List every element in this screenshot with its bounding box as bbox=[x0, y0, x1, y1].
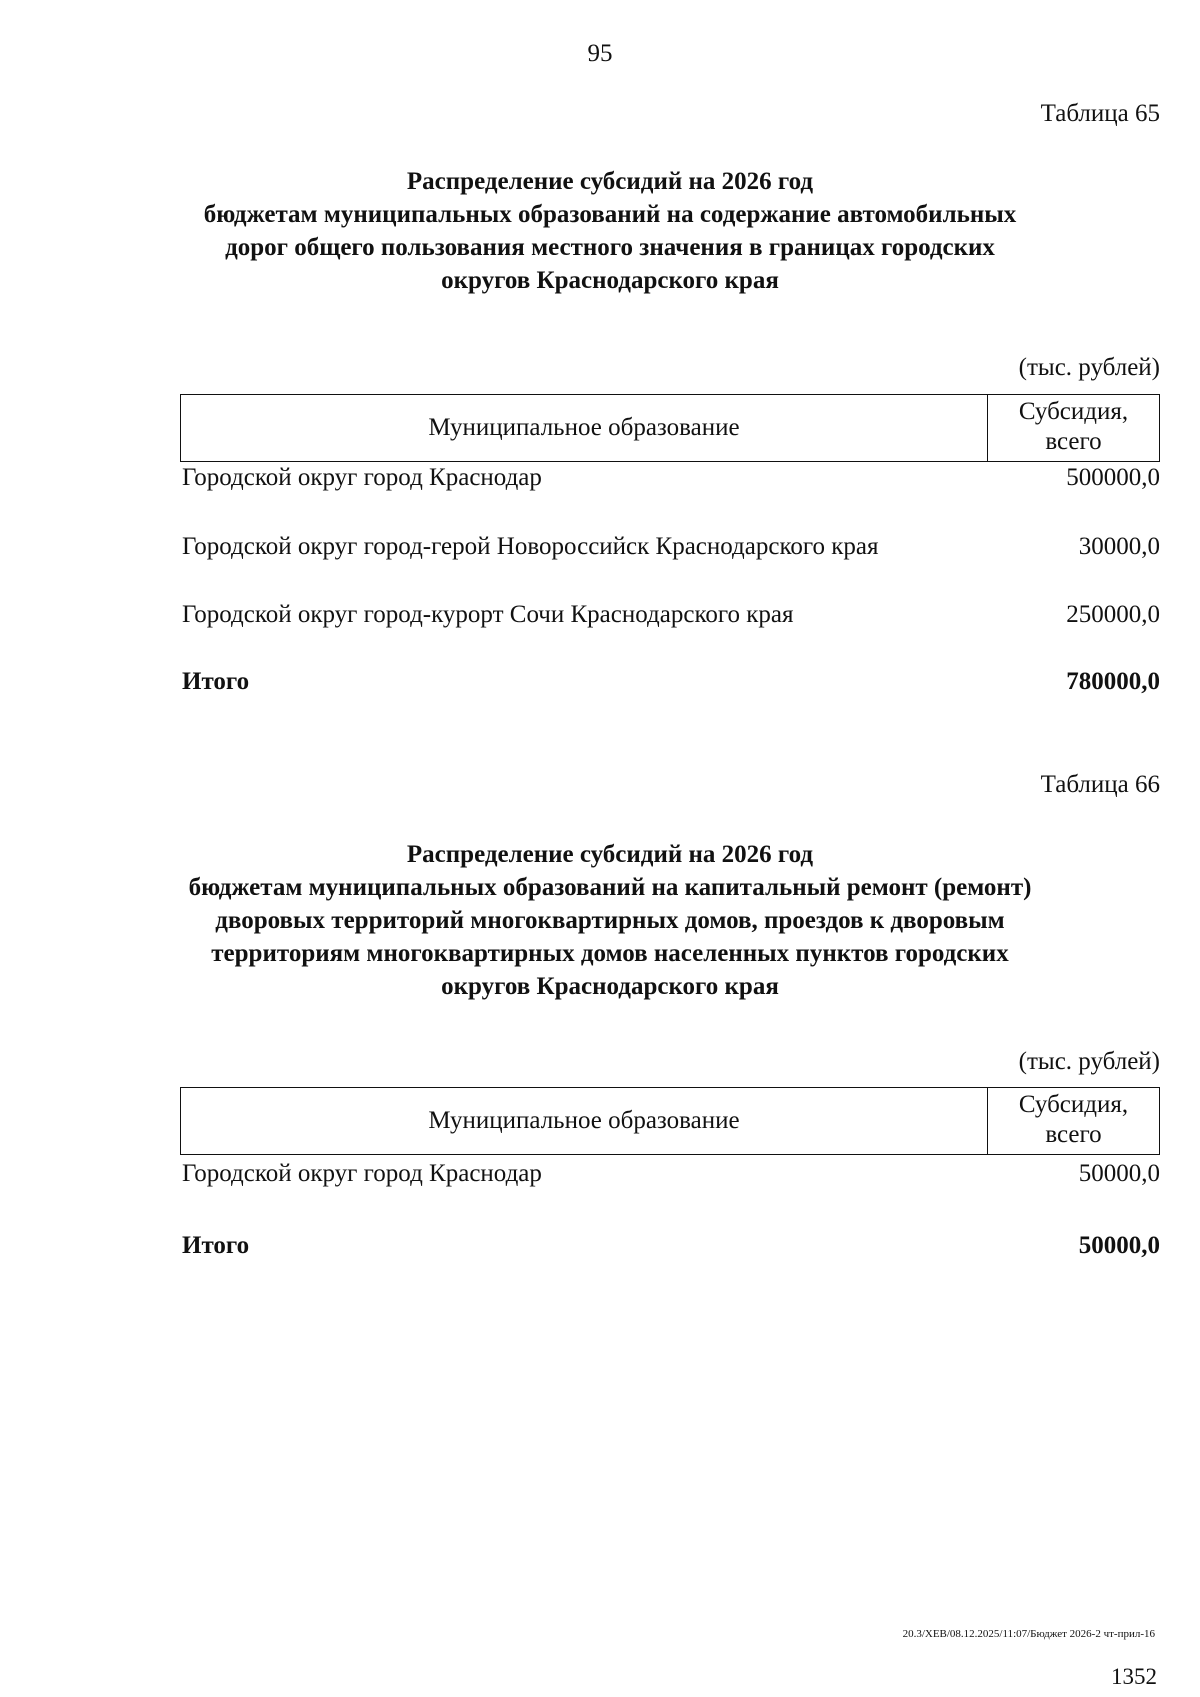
header-municipality: Муниципальное образование bbox=[428, 1107, 740, 1134]
total-value: 50000,0 bbox=[1078, 1232, 1160, 1259]
table-header bbox=[180, 1087, 1160, 1155]
total-label: Итого bbox=[182, 1232, 250, 1259]
table-row bbox=[182, 464, 1160, 492]
header-subsidy-line1: Субсидия, bbox=[1018, 1091, 1129, 1118]
title-line: дорог общего пользования местного значения в границах городских bbox=[225, 234, 995, 261]
header-subsidy bbox=[987, 395, 1159, 461]
header-subsidy-line1: Субсидия, bbox=[1018, 398, 1129, 425]
title-line: Распределение субсидий на 2026 год bbox=[406, 168, 814, 195]
row-value: 50000,0 bbox=[1078, 1160, 1160, 1187]
row-name: Городской округ город-курорт Сочи Краснодарского края bbox=[182, 601, 794, 628]
title-line: дворовых территорий многоквартирных домов, проездов к дворовым bbox=[215, 907, 1005, 934]
row-value: 250000,0 bbox=[1066, 601, 1160, 628]
table-label: Таблица 66 bbox=[1040, 771, 1160, 798]
page-number: 95 bbox=[587, 40, 613, 67]
row-value: 30000,0 bbox=[1078, 533, 1160, 560]
table-header bbox=[180, 394, 1160, 462]
table-row bbox=[182, 533, 1160, 561]
table-row bbox=[182, 1160, 1160, 1188]
title-line: Распределение субсидий на 2026 год bbox=[406, 841, 814, 868]
total-row bbox=[182, 1232, 1160, 1260]
table-label: Таблица 65 bbox=[1040, 100, 1160, 127]
row-name: Городской округ город-герой Новороссийск Краснодарского края bbox=[182, 533, 879, 560]
total-row bbox=[182, 668, 1160, 696]
title-line: округов Краснодарского края bbox=[441, 973, 779, 1000]
title-line: округов Краснодарского края bbox=[441, 267, 779, 294]
row-name: Городской округ город Краснодар bbox=[182, 1160, 542, 1187]
total-value: 780000,0 bbox=[1066, 668, 1160, 695]
title-line: бюджетам муниципальных образований на содержание автомобильных bbox=[203, 201, 1017, 228]
unit-label: (тыс. рублей) bbox=[1018, 354, 1160, 381]
document-code: 20.3/ХЕВ/08.12.2025/11:07/Бюджет 2026-2 чт-прил-16 bbox=[902, 1628, 1155, 1640]
header-subsidy bbox=[987, 1088, 1159, 1154]
table-title bbox=[140, 838, 1080, 1003]
header-subsidy-line2: всего bbox=[1045, 428, 1102, 455]
unit-label: (тыс. рублей) bbox=[1018, 1048, 1160, 1075]
row-value: 500000,0 bbox=[1066, 464, 1160, 491]
sheet-number: 1352 bbox=[1111, 1664, 1157, 1689]
title-line: бюджетам муниципальных образований на капитальный ремонт (ремонт) bbox=[188, 874, 1032, 901]
table-title bbox=[140, 165, 1080, 297]
total-label: Итого bbox=[182, 668, 250, 695]
header-subsidy-line2: всего bbox=[1045, 1121, 1102, 1148]
title-line: территориям многоквартирных домов населенных пунктов городских bbox=[211, 940, 1009, 967]
header-municipality: Муниципальное образование bbox=[428, 414, 740, 441]
table-row bbox=[182, 601, 1160, 629]
row-name: Городской округ город Краснодар bbox=[182, 464, 542, 491]
